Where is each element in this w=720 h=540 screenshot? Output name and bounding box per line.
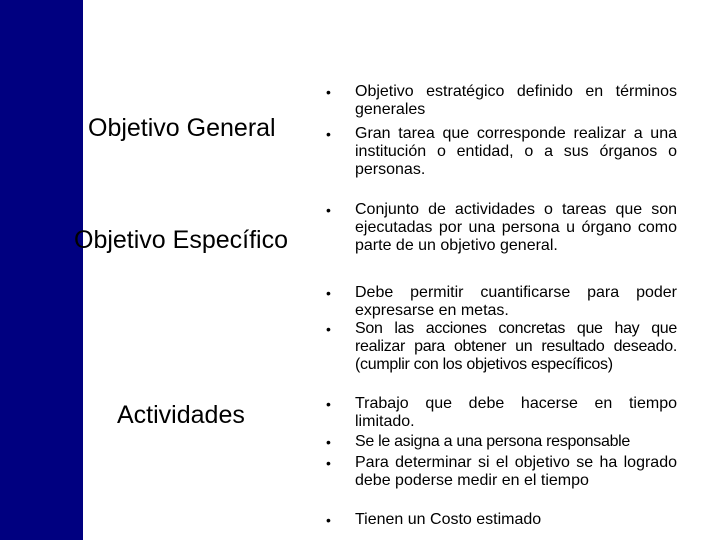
bullet-actividades-3: • — [326, 434, 331, 450]
label-objetivo-especifico: Objetivo Específico — [74, 226, 288, 254]
label-actividades: Actividades — [117, 401, 245, 429]
bullet-actividades-5: • — [326, 512, 331, 528]
actividades-item-2: Trabajo que debe hacerse en tiempo limitado. — [355, 395, 677, 430]
actividades-item-5: Tienen un Costo estimado — [355, 511, 542, 528]
especifico-item-2: Debe permitir cuantificarse para poder expresarse en metas. — [355, 284, 677, 319]
label-objetivo-general: Objetivo General — [88, 114, 276, 142]
left-accent-bar — [0, 0, 83, 540]
bullet-especifico-2: • — [326, 285, 331, 301]
bullet-actividades-1: • — [326, 321, 331, 337]
general-item-2: Gran tarea que corresponde realizar a una institución o entidad, o a sus órganos o personas. — [355, 125, 677, 178]
bullet-especifico-1: • — [326, 202, 331, 218]
actividades-item-3: Se le asigna a una persona responsable — [355, 433, 631, 450]
actividades-item-4: Para determinar si el objetivo se ha logrado debe poderse medir en el tiempo — [355, 454, 677, 489]
actividades-item-1: Son las acciones concretas que hay que realizar para obtener un resultado deseado. (cumplir con los objetivos específicos) — [355, 320, 677, 373]
bullet-actividades-2: • — [326, 396, 331, 412]
bullet-general-1: • — [326, 84, 331, 100]
bullet-actividades-4: • — [326, 455, 331, 471]
especifico-item-1: Conjunto de actividades o tareas que son ejecutadas por una persona u órgano como parte de un objetivo general. — [355, 201, 677, 254]
bullet-general-2: • — [326, 126, 331, 142]
general-item-1: Objetivo estratégico definido en términos generales — [355, 83, 677, 118]
